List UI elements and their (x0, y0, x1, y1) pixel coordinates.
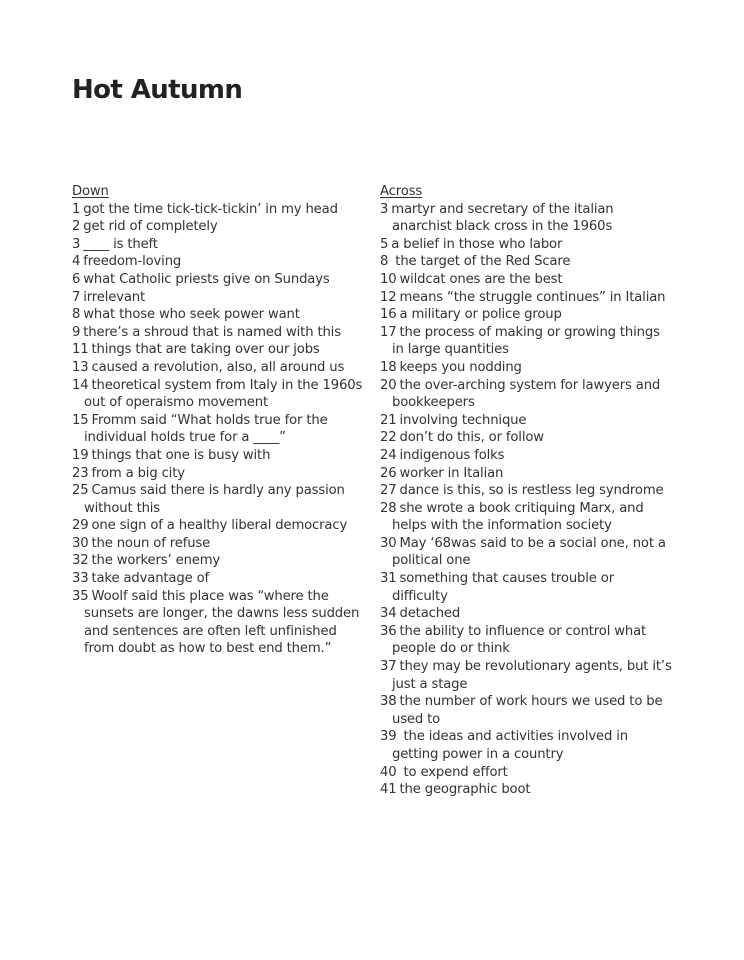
clue-number: 8 (72, 307, 81, 323)
clue-number: 17 (380, 324, 397, 340)
clue-text: she wrote a book critiquing Marx, and helps with the information society (392, 500, 644, 534)
clue-text: something that causes trouble or difficulty (392, 571, 614, 604)
clue-number: 15 (72, 412, 89, 428)
clue-number: 3 (72, 236, 81, 252)
clue-number: 27 (380, 483, 397, 499)
clue-text: keeps you nodding (399, 359, 522, 375)
clue-text: the noun of refuse (91, 535, 211, 551)
clue-number: 12 (380, 289, 397, 305)
clue-item (72, 236, 368, 254)
clue-number: 25 (72, 483, 89, 499)
clue-number: 23 (72, 465, 89, 481)
clue-text: the workers’ enemy (91, 553, 221, 569)
down-clues-column (72, 183, 368, 658)
clue-text: there’s a shroud that is named with this (83, 324, 341, 340)
clue-text: got the time tick-tick-tickin’ in my head (83, 201, 338, 217)
clue-item (72, 517, 368, 535)
clue-number: 41 (380, 782, 397, 798)
clue-text: a military or police group (399, 307, 562, 323)
clue-text: what those who seek power want (83, 307, 300, 323)
clue-text: worker in Italian (399, 465, 504, 481)
clue-text: detached (399, 606, 461, 622)
clue-text: the ideas and activities involved in getting power in a country (392, 729, 628, 762)
clue-item (380, 201, 672, 236)
clue-text: don’t do this, or follow (399, 430, 544, 446)
clue-text: means “the struggle continues” in Italian (399, 289, 666, 305)
clue-text: Fromm said “What holds true for the individual holds true for a ____” (84, 412, 328, 446)
clue-item (72, 253, 368, 271)
clue-item (380, 412, 672, 430)
clue-item (72, 218, 368, 236)
clue-item (380, 429, 672, 447)
down-heading: Down (72, 184, 109, 199)
clue-number: 33 (72, 571, 89, 587)
clue-text: take advantage of (91, 571, 209, 587)
clue-number: 38 (380, 694, 397, 710)
clue-item (380, 535, 672, 570)
clue-text: from a big city (91, 465, 185, 481)
clue-item (380, 289, 672, 307)
clue-text: one sign of a healthy liberal democracy (91, 518, 348, 534)
clue-item (380, 781, 672, 799)
clue-text: ____ is theft (83, 236, 158, 252)
clue-item (380, 658, 672, 693)
clue-text: irrelevant (83, 289, 146, 305)
clue-item (380, 764, 672, 782)
clue-number: 37 (380, 659, 397, 675)
clue-item (380, 570, 672, 605)
clue-item (380, 482, 672, 500)
clue-item (72, 482, 368, 517)
clue-item (72, 359, 368, 377)
clue-text: caused a revolution, also, all around us (91, 359, 345, 375)
clue-number: 30 (72, 535, 89, 551)
clue-item (380, 377, 672, 412)
clue-number: 6 (72, 271, 81, 287)
clue-number: 35 (72, 588, 89, 604)
clue-number: 39 (380, 729, 397, 745)
clue-number: 40 (380, 764, 397, 780)
clue-number: 32 (72, 553, 89, 569)
clue-item (72, 324, 368, 342)
across-clue-list (380, 201, 672, 799)
clue-number: 36 (380, 623, 397, 639)
clue-text: the process of making or growing things in large quantities (392, 324, 660, 358)
clue-item (72, 289, 368, 307)
clue-item (380, 306, 672, 324)
clue-item (380, 253, 672, 271)
clue-text: theoretical system from Italy in the 1960s out of operaismo movement (84, 377, 363, 411)
down-clue-list (72, 201, 368, 658)
clue-item (380, 693, 672, 728)
clue-text: dance is this, so is restless leg syndrome (399, 483, 664, 499)
clue-number: 5 (380, 236, 389, 252)
clue-number: 9 (72, 324, 81, 340)
clue-number: 30 (380, 535, 397, 551)
clue-number: 31 (380, 571, 397, 587)
clue-item (72, 306, 368, 324)
clue-text: get rid of completely (83, 219, 218, 235)
clue-number: 11 (72, 342, 89, 358)
clue-item (380, 465, 672, 483)
clue-item (72, 412, 368, 447)
clue-text: to expend effort (399, 764, 508, 780)
clue-number: 28 (380, 500, 397, 516)
clue-number: 7 (72, 289, 81, 305)
clue-number: 8 (380, 254, 389, 270)
clue-number: 18 (380, 359, 397, 375)
clue-number: 29 (72, 518, 89, 534)
clue-item (380, 359, 672, 377)
clue-item (380, 623, 672, 658)
clue-item (380, 447, 672, 465)
clue-item (72, 271, 368, 289)
clue-text: indigenous folks (399, 447, 505, 463)
clue-text: they may be revolutionary agents, but it’s just a stage (392, 659, 672, 692)
clue-number: 4 (72, 254, 81, 270)
clue-number: 22 (380, 430, 397, 446)
across-heading: Across (380, 184, 423, 199)
clue-item (380, 728, 672, 763)
clue-item (380, 500, 672, 535)
clue-item (72, 341, 368, 359)
clue-number: 24 (380, 447, 397, 463)
clue-number: 19 (72, 447, 89, 463)
across-clues-column (380, 183, 672, 799)
clue-number: 26 (380, 465, 397, 481)
clue-item (72, 570, 368, 588)
clue-number: 2 (72, 219, 81, 235)
clue-number: 34 (380, 606, 397, 622)
clue-text: things that one is busy with (91, 447, 271, 463)
clue-item (72, 588, 368, 658)
clue-item (72, 201, 368, 219)
clue-item (380, 324, 672, 359)
clue-number: 14 (72, 377, 89, 393)
clue-number: 3 (380, 201, 389, 217)
clue-number: 20 (380, 377, 397, 393)
clue-item (380, 605, 672, 623)
clue-item (72, 552, 368, 570)
clue-number: 21 (380, 412, 397, 428)
clue-item (72, 447, 368, 465)
clue-item (380, 271, 672, 289)
clue-text: things that are taking over our jobs (91, 342, 320, 358)
clue-text: what Catholic priests give on Sundays (83, 271, 330, 287)
clue-number: 10 (380, 271, 397, 287)
clue-item (72, 377, 368, 412)
clue-text: the number of work hours we used to be used to (392, 694, 663, 727)
clue-text: the geographic boot (399, 782, 531, 798)
clue-text: the ability to influence or control what people do or think (392, 623, 647, 657)
clue-number: 16 (380, 307, 397, 323)
clue-item (72, 465, 368, 483)
clue-number: 1 (72, 201, 81, 217)
clue-text: May ‘68was said to be a social one, not a political one (392, 535, 666, 569)
clue-text: a belief in those who labor (391, 236, 563, 252)
clue-item (72, 535, 368, 553)
clue-text: the target of the Red Scare (391, 254, 571, 270)
clue-text: wildcat ones are the best (399, 271, 563, 287)
clue-text: the over-arching system for lawyers and bookkeepers (392, 377, 661, 411)
clue-text: freedom-loving (83, 254, 182, 270)
clue-item (380, 236, 672, 254)
clue-text: Camus said there is hardly any passion without this (84, 483, 345, 516)
clue-number: 13 (72, 359, 89, 375)
clue-text: Woolf said this place was “where the sunsets are longer, the dawns less sudden and sentences are often left unfinished from doubt as how to best end them.” (84, 588, 360, 657)
clue-text: involving technique (399, 412, 527, 428)
page-title: Hot Autumn (72, 75, 243, 105)
clue-text: martyr and secretary of the italian anarchist black cross in the 1960s (391, 201, 614, 235)
